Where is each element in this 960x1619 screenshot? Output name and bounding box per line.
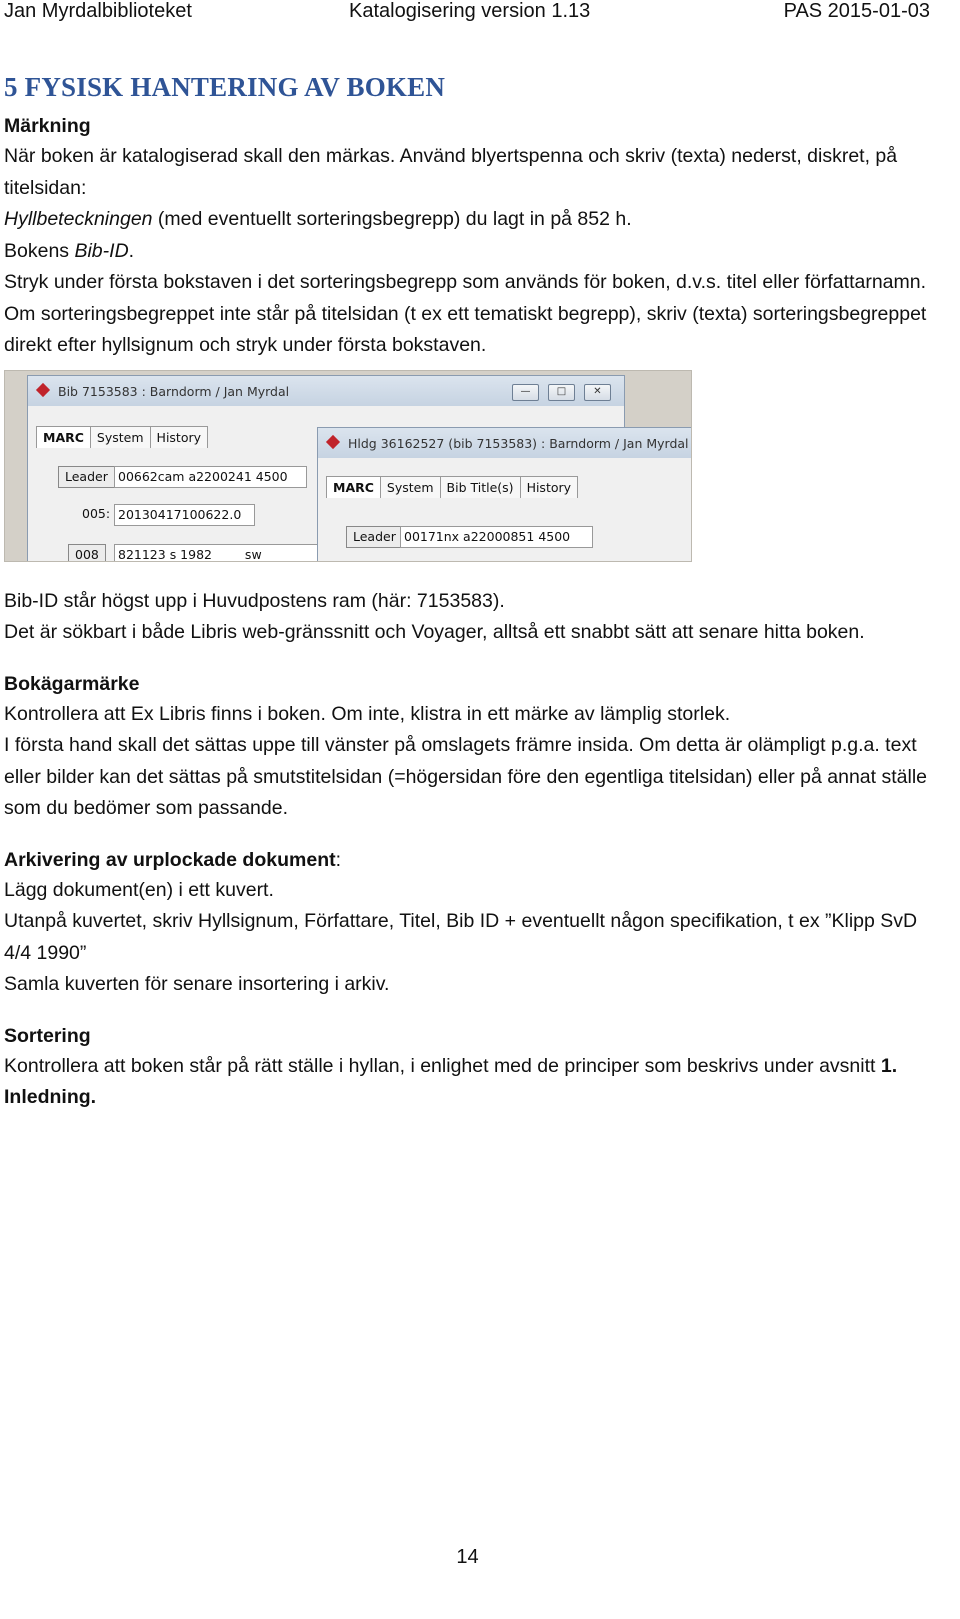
hldg-window (317, 427, 692, 562)
hldg-window-title: Hldg 36162527 (bib 7153583) : Barndorm / Jan Myrdal (348, 435, 689, 451)
heading-markning: Märkning (4, 115, 91, 137)
section-reference: 1. Inledning. (4, 1054, 898, 1108)
heading-sortering: Sortering (4, 1024, 91, 1047)
bokagar-p1: Kontrollera att Ex Libris finns i boken. Om inte, klistra in ett märke av lämplig storlek. (4, 702, 731, 725)
restore-icon[interactable]: □ (548, 384, 575, 401)
header-left: Jan Myrdalbiblioteket (4, 0, 192, 22)
chapter-title: 5 FYSISK HANTERING AV BOKEN (4, 72, 446, 102)
field-008-value[interactable]: 821123 s 1982 ____ sw_ ____ _ (114, 544, 319, 562)
markning-p2: Hyllbeteckningen (med eventuellt sorteringsbegrepp) du lagt in på 852 h. (4, 208, 632, 230)
bibid-p2: Det är sökbart i både Libris web-gränssnitt och Voyager, alltså ett snabbt sätt att senare hitta boken. (4, 621, 865, 643)
markning-p1: När boken är katalogiserad skall den märkas. Använd blyertspenna och skriv (texta) nederst, diskret, på titelsidan: (4, 145, 898, 199)
hldg-leader-field[interactable]: 00171nx a22000851 4500 (400, 526, 593, 548)
tab-marc[interactable]: MARC (326, 476, 381, 498)
tab-system[interactable]: System (380, 476, 441, 498)
arkivering-p1: Lägg dokument(en) i ett kuvert. (4, 878, 274, 901)
leader-button[interactable]: Leader (58, 466, 115, 488)
tab-history[interactable]: History (150, 426, 208, 448)
page-number: 14 (456, 1546, 479, 1568)
tab-bib-titles[interactable]: Bib Title(s) (440, 476, 521, 498)
leader-field[interactable]: 00662cam a2200241 4500 (114, 466, 307, 488)
hldg-tabs (326, 476, 577, 498)
markning-p4: Stryk under första bokstaven i det sorteringsbegrepp som används för boken, d.v.s. titel eller författarnamn. Om sorteringsbegreppet inte står på titelsidan (t ex ett tematiskt begrepp), skriv (texta) sorteringsbegreppet direkt efter hyllsignum och stryk under första bokstaven. (4, 271, 927, 356)
header-center: Katalogisering version 1.13 (349, 0, 591, 22)
tab-marc[interactable]: MARC (36, 426, 91, 448)
minimize-icon[interactable]: — (512, 384, 539, 401)
arkivering-p3: Samla kuverten för senare insortering i arkiv. (4, 973, 390, 995)
tab-system[interactable]: System (90, 426, 151, 448)
field-008-button[interactable]: 008 (68, 544, 106, 562)
page-content (4, 72, 934, 1114)
bibid-p1: Bib-ID står högst upp i Huvudpostens ram (här: 7153583). (4, 589, 505, 612)
field-005-label: 005: (82, 505, 111, 521)
bib-window-title: Bib 7153583 : Barndorm / Jan Myrdal (58, 383, 290, 399)
arkivering-p2: Utanpå kuvertet, skriv Hyllsignum, Författare, Titel, Bib ID + eventuellt någon specifikation, t ex ”Klipp SvD 4/4 1990” (4, 910, 918, 964)
close-icon[interactable]: ✕ (584, 384, 611, 401)
voyager-logo-icon (36, 382, 50, 396)
bibid-italic: Bib-ID (74, 239, 129, 262)
sortering-p1: Kontrollera att boken står på rätt ställe i hyllan, i enlighet med de principer som beskrivs under avsnitt 1. Inledning. (4, 1054, 898, 1108)
voyager-screenshot (4, 370, 692, 562)
heading-arkivering: Arkivering av urplockade dokument: (4, 848, 342, 871)
bib-tabs (36, 426, 207, 448)
markning-p3: Bokens Bib-ID. (4, 239, 135, 262)
heading-bokagarmarke: Bokägarmärke (4, 672, 140, 695)
header-right: PAS 2015-01-03 (783, 0, 930, 22)
voyager-logo-icon (326, 434, 340, 448)
page-header (4, 0, 930, 28)
field-005-value[interactable]: 20130417100622.0 (114, 504, 255, 526)
bokagar-p2: I första hand skall det sättas uppe till vänster på omslagets främre insida. Om detta är olämpligt p.g.a. text eller bilder kan det sättas på smutstitelsidan (=högersidan före den egentliga titelsidan) eller på annat ställe som du bedömer som passande. (4, 734, 928, 819)
hyllbeteckning-italic: Hyllbeteckningen (4, 208, 153, 230)
hldg-leader-button[interactable]: Leader (346, 526, 403, 548)
tab-history[interactable]: History (520, 476, 578, 498)
